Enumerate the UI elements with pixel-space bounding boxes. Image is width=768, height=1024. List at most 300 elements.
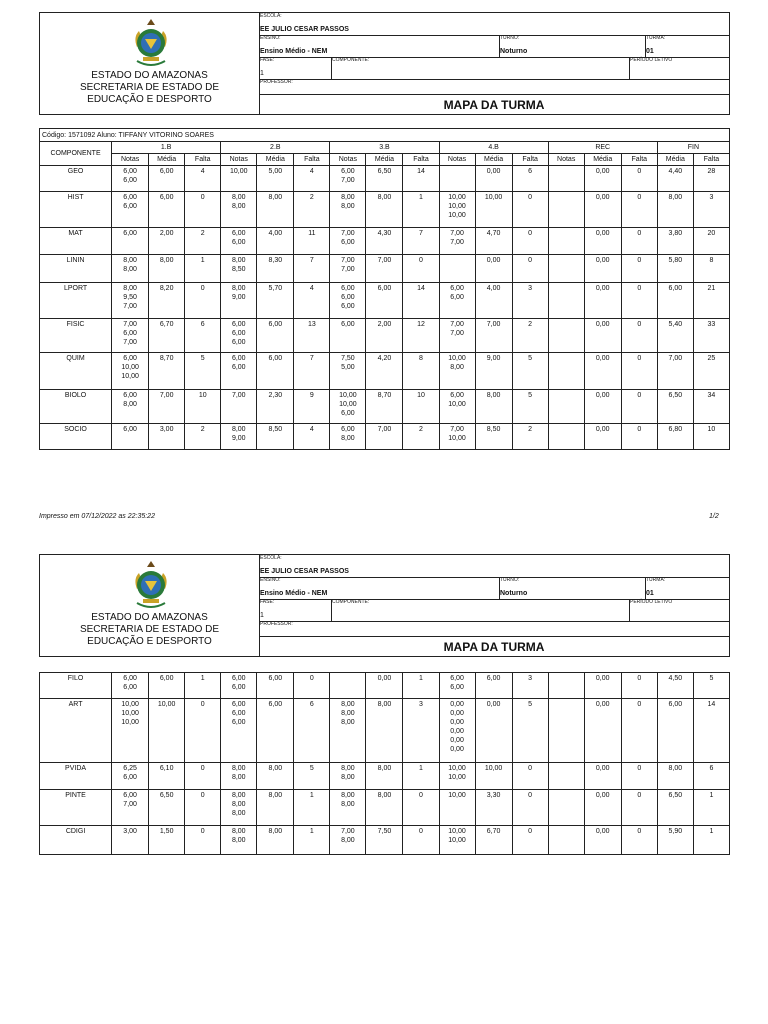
- media-cell: 8,00: [366, 192, 403, 228]
- media-cell: 7,00: [657, 353, 693, 390]
- notas-cell: [548, 424, 584, 450]
- table-row: [40, 826, 730, 855]
- falta-cell: 0: [621, 353, 657, 390]
- notas-cell: [548, 699, 584, 763]
- state-name: ESTADO DO AMAZONAS SECRETARIA DE ESTADO DE EDUCAÇÃO E DESPORTO: [79, 70, 220, 105]
- notas-cell: 8,00 8,00: [221, 763, 257, 790]
- falta-cell: 2: [294, 192, 330, 228]
- media-cell: 6,00: [257, 699, 294, 763]
- table-row: [40, 424, 730, 450]
- notas-cell: 6,25 6,00: [112, 763, 149, 790]
- notas-cell: 6,00 6,00: [221, 228, 257, 255]
- notas-cell: [548, 353, 584, 390]
- notas-cell: [548, 166, 584, 192]
- media-cell: 8,20: [149, 283, 185, 319]
- notas-cell: 7,00 7,00: [439, 228, 475, 255]
- falta-cell: 10: [403, 390, 439, 424]
- table-row: [40, 228, 730, 255]
- media-header: Média: [257, 154, 294, 166]
- notas-cell: 7,00 6,00 7,00: [112, 319, 149, 353]
- component-cell: LPORT: [40, 283, 112, 319]
- falta-cell: 1: [294, 790, 330, 826]
- media-cell: 8,70: [366, 390, 403, 424]
- notas-cell: 7,00 8,00: [330, 826, 366, 855]
- media-cell: 0,00: [475, 166, 512, 192]
- notas-cell: 6,00 10,00 10,00: [112, 353, 149, 390]
- media-cell: 0,00: [584, 826, 621, 855]
- table-row: [40, 763, 730, 790]
- media-cell: 7,00: [149, 390, 185, 424]
- notas-cell: [439, 255, 475, 283]
- table-row: [40, 255, 730, 283]
- notas-cell: 6,00 6,00: [112, 166, 149, 192]
- header-block-2: [39, 554, 730, 657]
- state-name: ESTADO DO AMAZONAS SECRETARIA DE ESTADO DE EDUCAÇÃO E DESPORTO: [79, 612, 220, 647]
- component-cell: BIOLO: [40, 390, 112, 424]
- media-cell: 8,00: [657, 192, 693, 228]
- notas-cell: 7,00 7,00: [330, 255, 366, 283]
- falta-cell: 6: [512, 166, 548, 192]
- falta-header: Falta: [403, 154, 439, 166]
- media-cell: 8,00: [366, 699, 403, 763]
- media-cell: 5,00: [257, 166, 294, 192]
- media-cell: 6,00: [657, 699, 693, 763]
- periodo-field: PERÍODO LETIVO: [630, 57, 673, 63]
- media-cell: 4,30: [366, 228, 403, 255]
- table-row: [40, 166, 730, 192]
- notas-cell: 6,00: [112, 424, 149, 450]
- media-cell: 0,00: [475, 699, 512, 763]
- notas-cell: 6,00 10,00: [439, 390, 475, 424]
- notas-cell: 8,00 8,00: [221, 192, 257, 228]
- media-cell: 0,00: [584, 790, 621, 826]
- notas-cell: 8,00 8,00 8,00: [221, 790, 257, 826]
- falta-cell: 34: [693, 390, 729, 424]
- group-header: 2.B: [221, 142, 330, 154]
- componente-field: COMPONENTE:: [332, 57, 370, 63]
- table-row: [40, 319, 730, 353]
- media-cell: 3,30: [475, 790, 512, 826]
- table-row: [40, 283, 730, 319]
- falta-cell: 0: [621, 319, 657, 353]
- falta-cell: 0: [185, 283, 221, 319]
- media-cell: 2,00: [366, 319, 403, 353]
- falta-cell: 5: [693, 673, 729, 699]
- coat-of-arms-icon: [131, 17, 171, 69]
- page-title: MAPA DA TURMA: [259, 636, 729, 657]
- notas-header: Notas: [221, 154, 257, 166]
- notas-cell: 10,00 10,00: [439, 826, 475, 855]
- periodo-field: PERÍODO LETIVO: [630, 599, 673, 605]
- table-row: [40, 790, 730, 826]
- notas-cell: 6,00 6,00 6,00: [330, 283, 366, 319]
- falta-cell: 14: [693, 699, 729, 763]
- media-cell: 0,00: [584, 673, 621, 699]
- notas-cell: 3,00: [112, 826, 149, 855]
- media-cell: 10,00: [475, 763, 512, 790]
- falta-cell: 1: [294, 826, 330, 855]
- notas-cell: 6,00: [112, 228, 149, 255]
- notas-cell: [548, 192, 584, 228]
- fase-field: FASE: 1: [260, 57, 275, 77]
- notas-cell: [330, 673, 366, 699]
- grades-table-1: [39, 128, 730, 450]
- media-cell: 4,50: [657, 673, 693, 699]
- component-cell: PINTE: [40, 790, 112, 826]
- falta-cell: 7: [403, 228, 439, 255]
- falta-cell: 0: [185, 790, 221, 826]
- media-cell: 3,00: [149, 424, 185, 450]
- media-cell: 4,40: [657, 166, 693, 192]
- notas-cell: 10,00: [439, 790, 475, 826]
- component-cell: FILO: [40, 673, 112, 699]
- media-cell: 8,50: [257, 424, 294, 450]
- group-header: 3.B: [330, 142, 439, 154]
- notas-cell: 7,00 10,00: [439, 424, 475, 450]
- falta-cell: 1: [403, 673, 439, 699]
- falta-cell: 5: [512, 699, 548, 763]
- turno-field: TURNO: Noturno: [500, 577, 528, 597]
- media-cell: 0,00: [584, 390, 621, 424]
- notas-cell: 8,00 9,50 7,00: [112, 283, 149, 319]
- falta-cell: 7: [294, 353, 330, 390]
- media-cell: 7,00: [366, 424, 403, 450]
- notas-header: Notas: [330, 154, 366, 166]
- media-cell: 6,50: [149, 790, 185, 826]
- media-cell: 4,20: [366, 353, 403, 390]
- media-cell: 8,00: [657, 763, 693, 790]
- falta-cell: 0: [621, 790, 657, 826]
- ensino-field: ENSINO: Ensino Médio - NEM: [260, 577, 328, 597]
- falta-cell: 20: [693, 228, 729, 255]
- notas-cell: 8,00 8,00 8,00: [330, 699, 366, 763]
- media-cell: 4,00: [257, 228, 294, 255]
- ensino-field: ENSINO: Ensino Médio - NEM: [260, 35, 328, 55]
- media-cell: 6,50: [657, 790, 693, 826]
- notas-cell: 10,00 10,00 10,00: [112, 699, 149, 763]
- notas-cell: 10,00: [221, 166, 257, 192]
- notas-cell: 8,00 8,00: [112, 255, 149, 283]
- falta-cell: 0: [512, 790, 548, 826]
- falta-cell: 0: [621, 826, 657, 855]
- falta-header: Falta: [512, 154, 548, 166]
- notas-cell: [548, 283, 584, 319]
- falta-cell: 0: [621, 228, 657, 255]
- falta-cell: 25: [693, 353, 729, 390]
- professor-field: PROFESSOR:: [260, 79, 293, 85]
- notas-cell: 6,00 6,00: [221, 673, 257, 699]
- notas-cell: 7,00 6,00: [330, 228, 366, 255]
- falta-cell: 0: [621, 166, 657, 192]
- notas-cell: 6,00 6,00: [221, 353, 257, 390]
- fase-field: FASE: 1: [260, 599, 275, 619]
- falta-cell: 4: [185, 166, 221, 192]
- media-cell: 8,00: [257, 826, 294, 855]
- media-cell: 6,00: [257, 673, 294, 699]
- component-cell: FISIC: [40, 319, 112, 353]
- group-header: 1.B: [112, 142, 221, 154]
- media-cell: 0,00: [584, 319, 621, 353]
- notas-cell: 7,00 7,00: [439, 319, 475, 353]
- falta-cell: 6: [185, 319, 221, 353]
- component-cell: SOCIO: [40, 424, 112, 450]
- component-cell: HIST: [40, 192, 112, 228]
- media-cell: 6,00: [257, 319, 294, 353]
- media-cell: 0,00: [584, 255, 621, 283]
- falta-cell: 14: [403, 166, 439, 192]
- media-cell: 6,00: [149, 166, 185, 192]
- media-cell: 0,00: [584, 166, 621, 192]
- falta-cell: 2: [185, 228, 221, 255]
- notas-cell: 6,00 7,00: [112, 790, 149, 826]
- table-row: [40, 353, 730, 390]
- media-cell: 6,00: [149, 673, 185, 699]
- media-cell: 5,40: [657, 319, 693, 353]
- falta-cell: 0: [185, 192, 221, 228]
- falta-cell: 7: [294, 255, 330, 283]
- falta-cell: 0: [621, 763, 657, 790]
- media-cell: 6,00: [366, 283, 403, 319]
- media-cell: 0,00: [584, 699, 621, 763]
- notas-cell: 6,00 6,00: [439, 673, 475, 699]
- falta-cell: 0: [512, 192, 548, 228]
- media-cell: 8,00: [257, 192, 294, 228]
- media-cell: 8,00: [366, 790, 403, 826]
- falta-cell: 0: [512, 763, 548, 790]
- media-cell: 6,80: [657, 424, 693, 450]
- falta-cell: 0: [621, 673, 657, 699]
- falta-cell: 13: [294, 319, 330, 353]
- media-cell: 0,00: [584, 763, 621, 790]
- falta-cell: 14: [403, 283, 439, 319]
- falta-header: Falta: [185, 154, 221, 166]
- media-header: Média: [149, 154, 185, 166]
- media-cell: 7,00: [475, 319, 512, 353]
- notas-cell: 6,00 6,00: [439, 283, 475, 319]
- falta-cell: 9: [294, 390, 330, 424]
- table-row: [40, 192, 730, 228]
- group-header-row: [40, 142, 730, 154]
- header-left: [40, 555, 260, 656]
- media-cell: 0,00: [584, 283, 621, 319]
- media-header: Média: [366, 154, 403, 166]
- notas-cell: 8,00 8,50: [221, 255, 257, 283]
- printed-timestamp: Impresso em 07/12/2022 as 22:35:22: [39, 513, 155, 520]
- falta-cell: 3: [693, 192, 729, 228]
- falta-cell: 5: [512, 353, 548, 390]
- media-cell: 4,00: [475, 283, 512, 319]
- falta-cell: 10: [185, 390, 221, 424]
- falta-cell: 6: [294, 699, 330, 763]
- falta-cell: 10: [693, 424, 729, 450]
- table-row: [40, 699, 730, 763]
- media-cell: 10,00: [475, 192, 512, 228]
- falta-cell: 0: [621, 192, 657, 228]
- media-cell: 3,80: [657, 228, 693, 255]
- media-cell: 9,00: [475, 353, 512, 390]
- grades-table-2: [39, 672, 730, 855]
- falta-cell: 0: [185, 763, 221, 790]
- media-cell: 5,70: [257, 283, 294, 319]
- falta-cell: 2: [512, 424, 548, 450]
- falta-cell: 5: [512, 390, 548, 424]
- falta-cell: 1: [185, 673, 221, 699]
- media-header: Média: [584, 154, 621, 166]
- group-header: REC: [548, 142, 657, 154]
- turno-field: TURNO: Noturno: [500, 35, 528, 55]
- component-cell: CDIGI: [40, 826, 112, 855]
- media-cell: 8,50: [475, 424, 512, 450]
- component-cell: QUIM: [40, 353, 112, 390]
- media-header: Média: [475, 154, 512, 166]
- media-cell: 8,00: [366, 763, 403, 790]
- falta-header: Falta: [693, 154, 729, 166]
- falta-cell: 3: [512, 673, 548, 699]
- header-fields: [259, 555, 729, 656]
- notas-cell: 8,00 9,00: [221, 283, 257, 319]
- header-left: [40, 13, 260, 114]
- notas-cell: [548, 319, 584, 353]
- media-header: Média: [657, 154, 693, 166]
- media-cell: 2,30: [257, 390, 294, 424]
- media-cell: 1,50: [149, 826, 185, 855]
- falta-cell: 11: [294, 228, 330, 255]
- group-header: 4.B: [439, 142, 548, 154]
- notas-header: Notas: [439, 154, 475, 166]
- component-cell: PVIDA: [40, 763, 112, 790]
- notas-cell: 7,50 5,00: [330, 353, 366, 390]
- group-header: FIN: [657, 142, 729, 154]
- media-cell: 6,00: [149, 192, 185, 228]
- media-cell: 8,00: [149, 255, 185, 283]
- falta-cell: 6: [693, 763, 729, 790]
- componente-header: COMPONENTE: [40, 142, 112, 166]
- falta-cell: 3: [512, 283, 548, 319]
- notas-cell: [548, 255, 584, 283]
- component-cell: ART: [40, 699, 112, 763]
- falta-header: Falta: [621, 154, 657, 166]
- component-cell: GEO: [40, 166, 112, 192]
- notas-cell: 6,00 6,00: [112, 673, 149, 699]
- falta-cell: 0: [512, 826, 548, 855]
- turma-field: TURMA: 01: [646, 577, 666, 597]
- falta-cell: 0: [621, 699, 657, 763]
- media-cell: 4,70: [475, 228, 512, 255]
- media-cell: 6,70: [475, 826, 512, 855]
- falta-cell: 3: [403, 699, 439, 763]
- notas-header: Notas: [112, 154, 149, 166]
- falta-cell: 12: [403, 319, 439, 353]
- coat-of-arms-icon: [131, 559, 171, 611]
- falta-cell: 4: [294, 166, 330, 192]
- notas-cell: 0,00 0,00 0,00 0,00 0,00 0,00: [439, 699, 475, 763]
- falta-cell: 0: [512, 228, 548, 255]
- media-cell: 5,90: [657, 826, 693, 855]
- notas-cell: 6,00 7,00: [330, 166, 366, 192]
- notas-cell: [548, 228, 584, 255]
- notas-cell: 6,00: [330, 319, 366, 353]
- notas-cell: 10,00 8,00: [439, 353, 475, 390]
- media-cell: 8,00: [257, 790, 294, 826]
- notas-header: Notas: [548, 154, 584, 166]
- media-cell: 0,00: [584, 353, 621, 390]
- notas-cell: 7,00: [221, 390, 257, 424]
- escola-field: ESCOLA: EE JULIO CESAR PASSOS: [260, 13, 349, 33]
- table-row: [40, 390, 730, 424]
- notas-cell: 6,00 8,00: [112, 390, 149, 424]
- notas-cell: 10,00 10,00 6,00: [330, 390, 366, 424]
- header-fields: [259, 13, 729, 114]
- falta-cell: 0: [185, 699, 221, 763]
- media-cell: 6,70: [149, 319, 185, 353]
- falta-cell: 0: [621, 390, 657, 424]
- falta-header: Falta: [294, 154, 330, 166]
- notas-cell: 10,00 10,00 10,00: [439, 192, 475, 228]
- notas-cell: [548, 673, 584, 699]
- notas-cell: 6,00 6,00: [112, 192, 149, 228]
- notas-cell: 8,00 8,00: [330, 790, 366, 826]
- table-row: [40, 673, 730, 699]
- falta-cell: 0: [621, 283, 657, 319]
- notas-cell: [548, 390, 584, 424]
- media-cell: 6,50: [366, 166, 403, 192]
- falta-cell: 5: [294, 763, 330, 790]
- component-cell: MAT: [40, 228, 112, 255]
- page-number: 1/2: [709, 513, 719, 520]
- media-cell: 0,00: [584, 424, 621, 450]
- falta-cell: 2: [403, 424, 439, 450]
- falta-cell: 21: [693, 283, 729, 319]
- falta-cell: 4: [294, 424, 330, 450]
- falta-cell: 0: [403, 826, 439, 855]
- falta-cell: 8: [403, 353, 439, 390]
- student-line: Código: 1571092 Aluno: TIFFANY VITORINO SOARES: [40, 129, 730, 142]
- media-cell: 6,10: [149, 763, 185, 790]
- notas-cell: [548, 763, 584, 790]
- notas-cell: [439, 166, 475, 192]
- media-cell: 10,00: [149, 699, 185, 763]
- notas-cell: [548, 790, 584, 826]
- media-cell: 7,50: [366, 826, 403, 855]
- media-cell: 6,00: [475, 673, 512, 699]
- media-cell: 6,50: [657, 390, 693, 424]
- falta-cell: 2: [512, 319, 548, 353]
- media-cell: 2,00: [149, 228, 185, 255]
- media-cell: 8,30: [257, 255, 294, 283]
- media-cell: 6,00: [257, 353, 294, 390]
- notas-cell: 8,00 8,00: [330, 192, 366, 228]
- media-cell: 0,00: [366, 673, 403, 699]
- falta-cell: 1: [403, 192, 439, 228]
- media-cell: 0,00: [475, 255, 512, 283]
- falta-cell: 1: [403, 763, 439, 790]
- notas-cell: 8,00 8,00: [221, 826, 257, 855]
- falta-cell: 28: [693, 166, 729, 192]
- media-cell: 8,00: [475, 390, 512, 424]
- media-cell: 8,70: [149, 353, 185, 390]
- media-cell: 0,00: [584, 192, 621, 228]
- falta-cell: 5: [185, 353, 221, 390]
- escola-field: ESCOLA: EE JULIO CESAR PASSOS: [260, 555, 349, 575]
- falta-cell: 0: [621, 424, 657, 450]
- falta-cell: 1: [693, 826, 729, 855]
- notas-cell: 6,00 8,00: [330, 424, 366, 450]
- notas-cell: 10,00 10,00: [439, 763, 475, 790]
- notas-cell: 6,00 6,00 6,00: [221, 319, 257, 353]
- componente-field: COMPONENTE:: [332, 599, 370, 605]
- notas-cell: 6,00 6,00 6,00: [221, 699, 257, 763]
- media-cell: 5,80: [657, 255, 693, 283]
